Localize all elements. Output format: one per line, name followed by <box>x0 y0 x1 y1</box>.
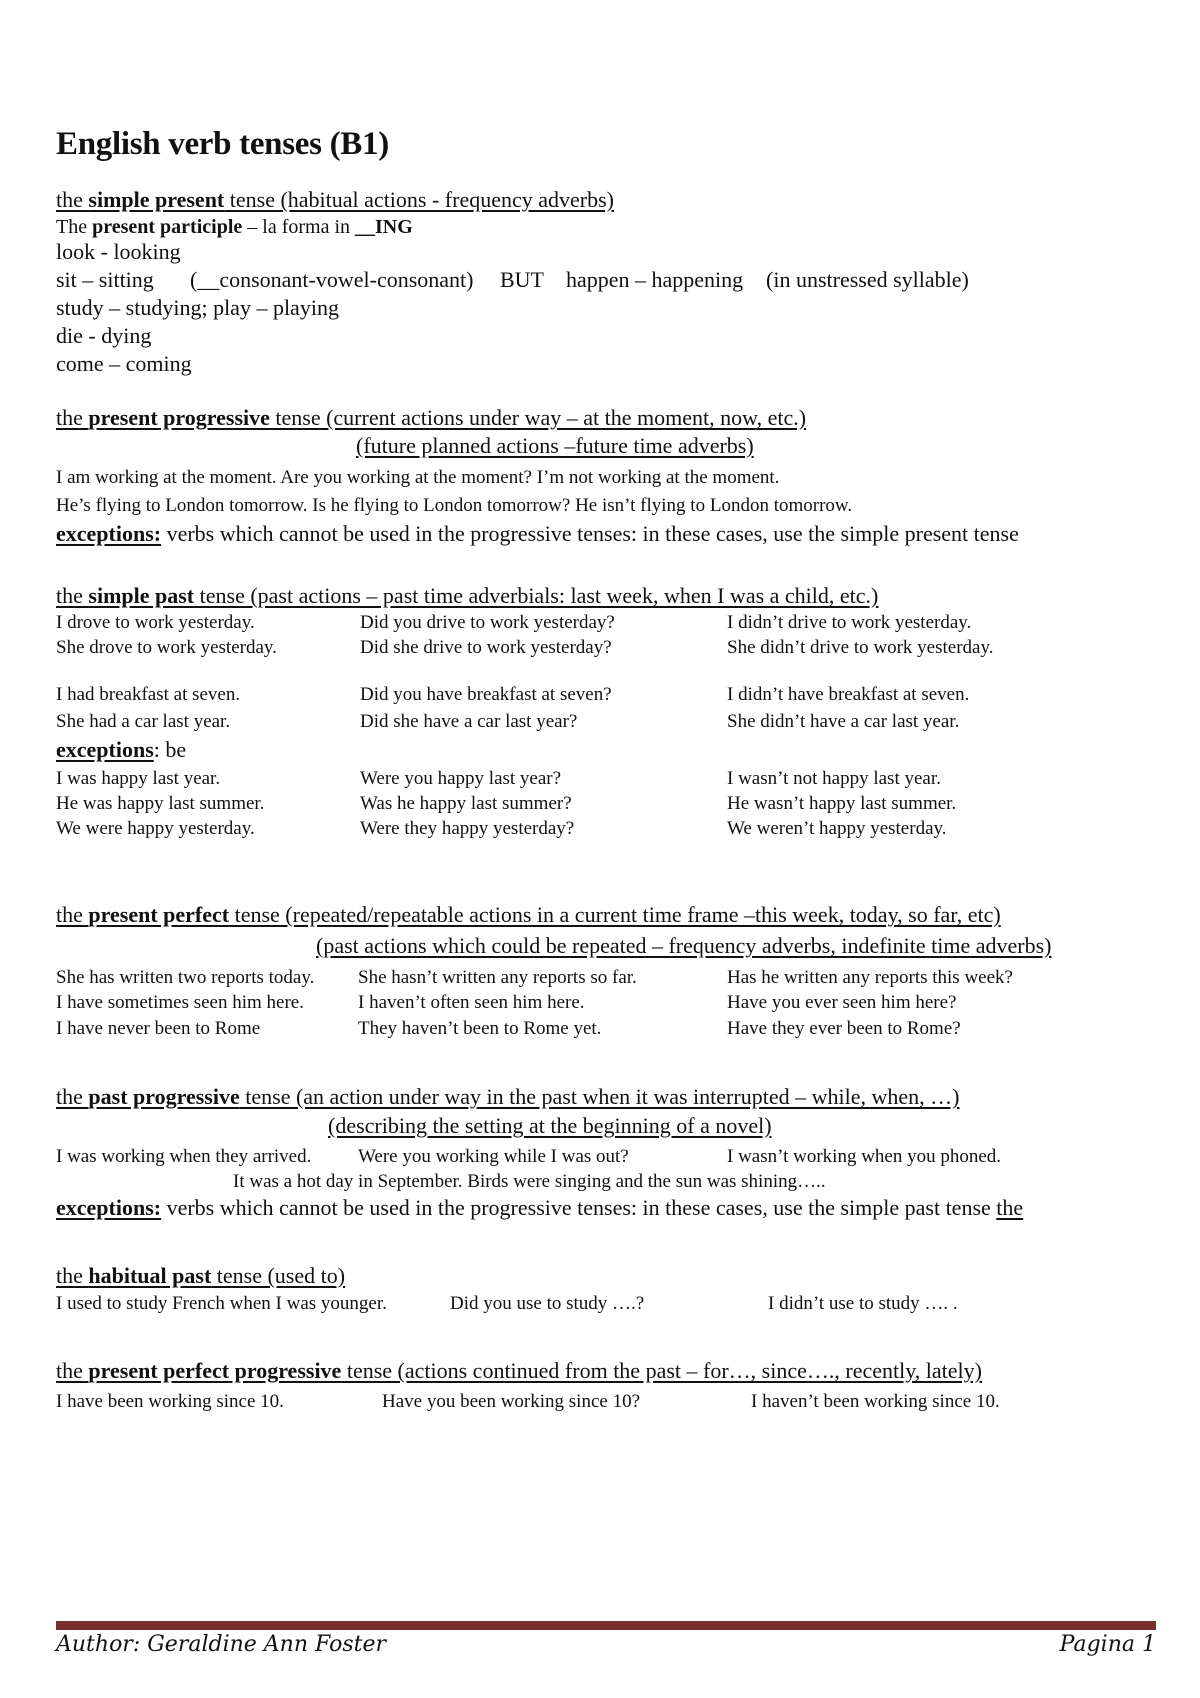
example-line: die - dying <box>56 323 152 348</box>
page-title: English verb tenses (B1) <box>56 126 389 162</box>
section-heading-simple-past: the simple past tense (past actions – past time adverbials: last week, when I was a child, etc.) <box>56 583 879 608</box>
example-line: It was a hot day in September. Birds were singing and the sun was shining….. <box>233 1171 826 1192</box>
exceptions-line: exceptions: verbs which cannot be used in the progressive tenses: in these cases, use the simple past tense the <box>56 1195 1024 1220</box>
footer-author: Author: Geraldine Ann Foster <box>56 1632 386 1657</box>
exceptions-line: exceptions: be <box>56 737 187 762</box>
section-heading-present-perfect-progressive: the present perfect progressive tense (actions continued from the past – for…, since…., recently, lately) <box>56 1358 982 1383</box>
section-heading-present-perfect: the present perfect tense (repeated/repeatable actions in a current time frame –this week, today, so far, etc) <box>56 902 1001 927</box>
example-line: He’s flying to London tomorrow. Is he flying to London tomorrow? He isn’t flying to London tomorrow. <box>56 495 853 516</box>
page-footer <box>56 1632 1156 1657</box>
section-heading-past-progressive: the past progressive tense (an action under way in the past when it was interrupted – while, when, …) <box>56 1084 960 1109</box>
example-line: study – studying; play – playing <box>56 295 339 320</box>
example-line: come – coming <box>56 351 192 376</box>
exceptions-line: exceptions: verbs which cannot be used in the progressive tenses: in these cases, use the simple present tense <box>56 521 1019 546</box>
section-subheading: (future planned actions –future time adverbs) <box>356 433 754 458</box>
section-heading-present-progressive: the present progressive tense (current actions under way – at the moment, now, etc.) <box>56 405 807 430</box>
section-heading-habitual-past: the habitual past tense (used to) <box>56 1263 346 1288</box>
footer-page-number: Pagina 1 <box>1059 1632 1156 1657</box>
present-participle-line: The present participle – la forma in __ING <box>56 216 413 238</box>
example-line: I am working at the moment. Are you working at the moment? I’m not working at the moment. <box>56 467 780 488</box>
footer-rule <box>56 1621 1156 1630</box>
section-subheading: (describing the setting at the beginning of a novel) <box>328 1113 772 1138</box>
section-heading-simple-present: the simple present tense (habitual actions - frequency adverbs) <box>56 187 614 212</box>
section-subheading: (past actions which could be repeated – frequency adverbs, indefinite time adverbs) <box>316 933 1052 958</box>
example-line: look - looking <box>56 239 181 264</box>
